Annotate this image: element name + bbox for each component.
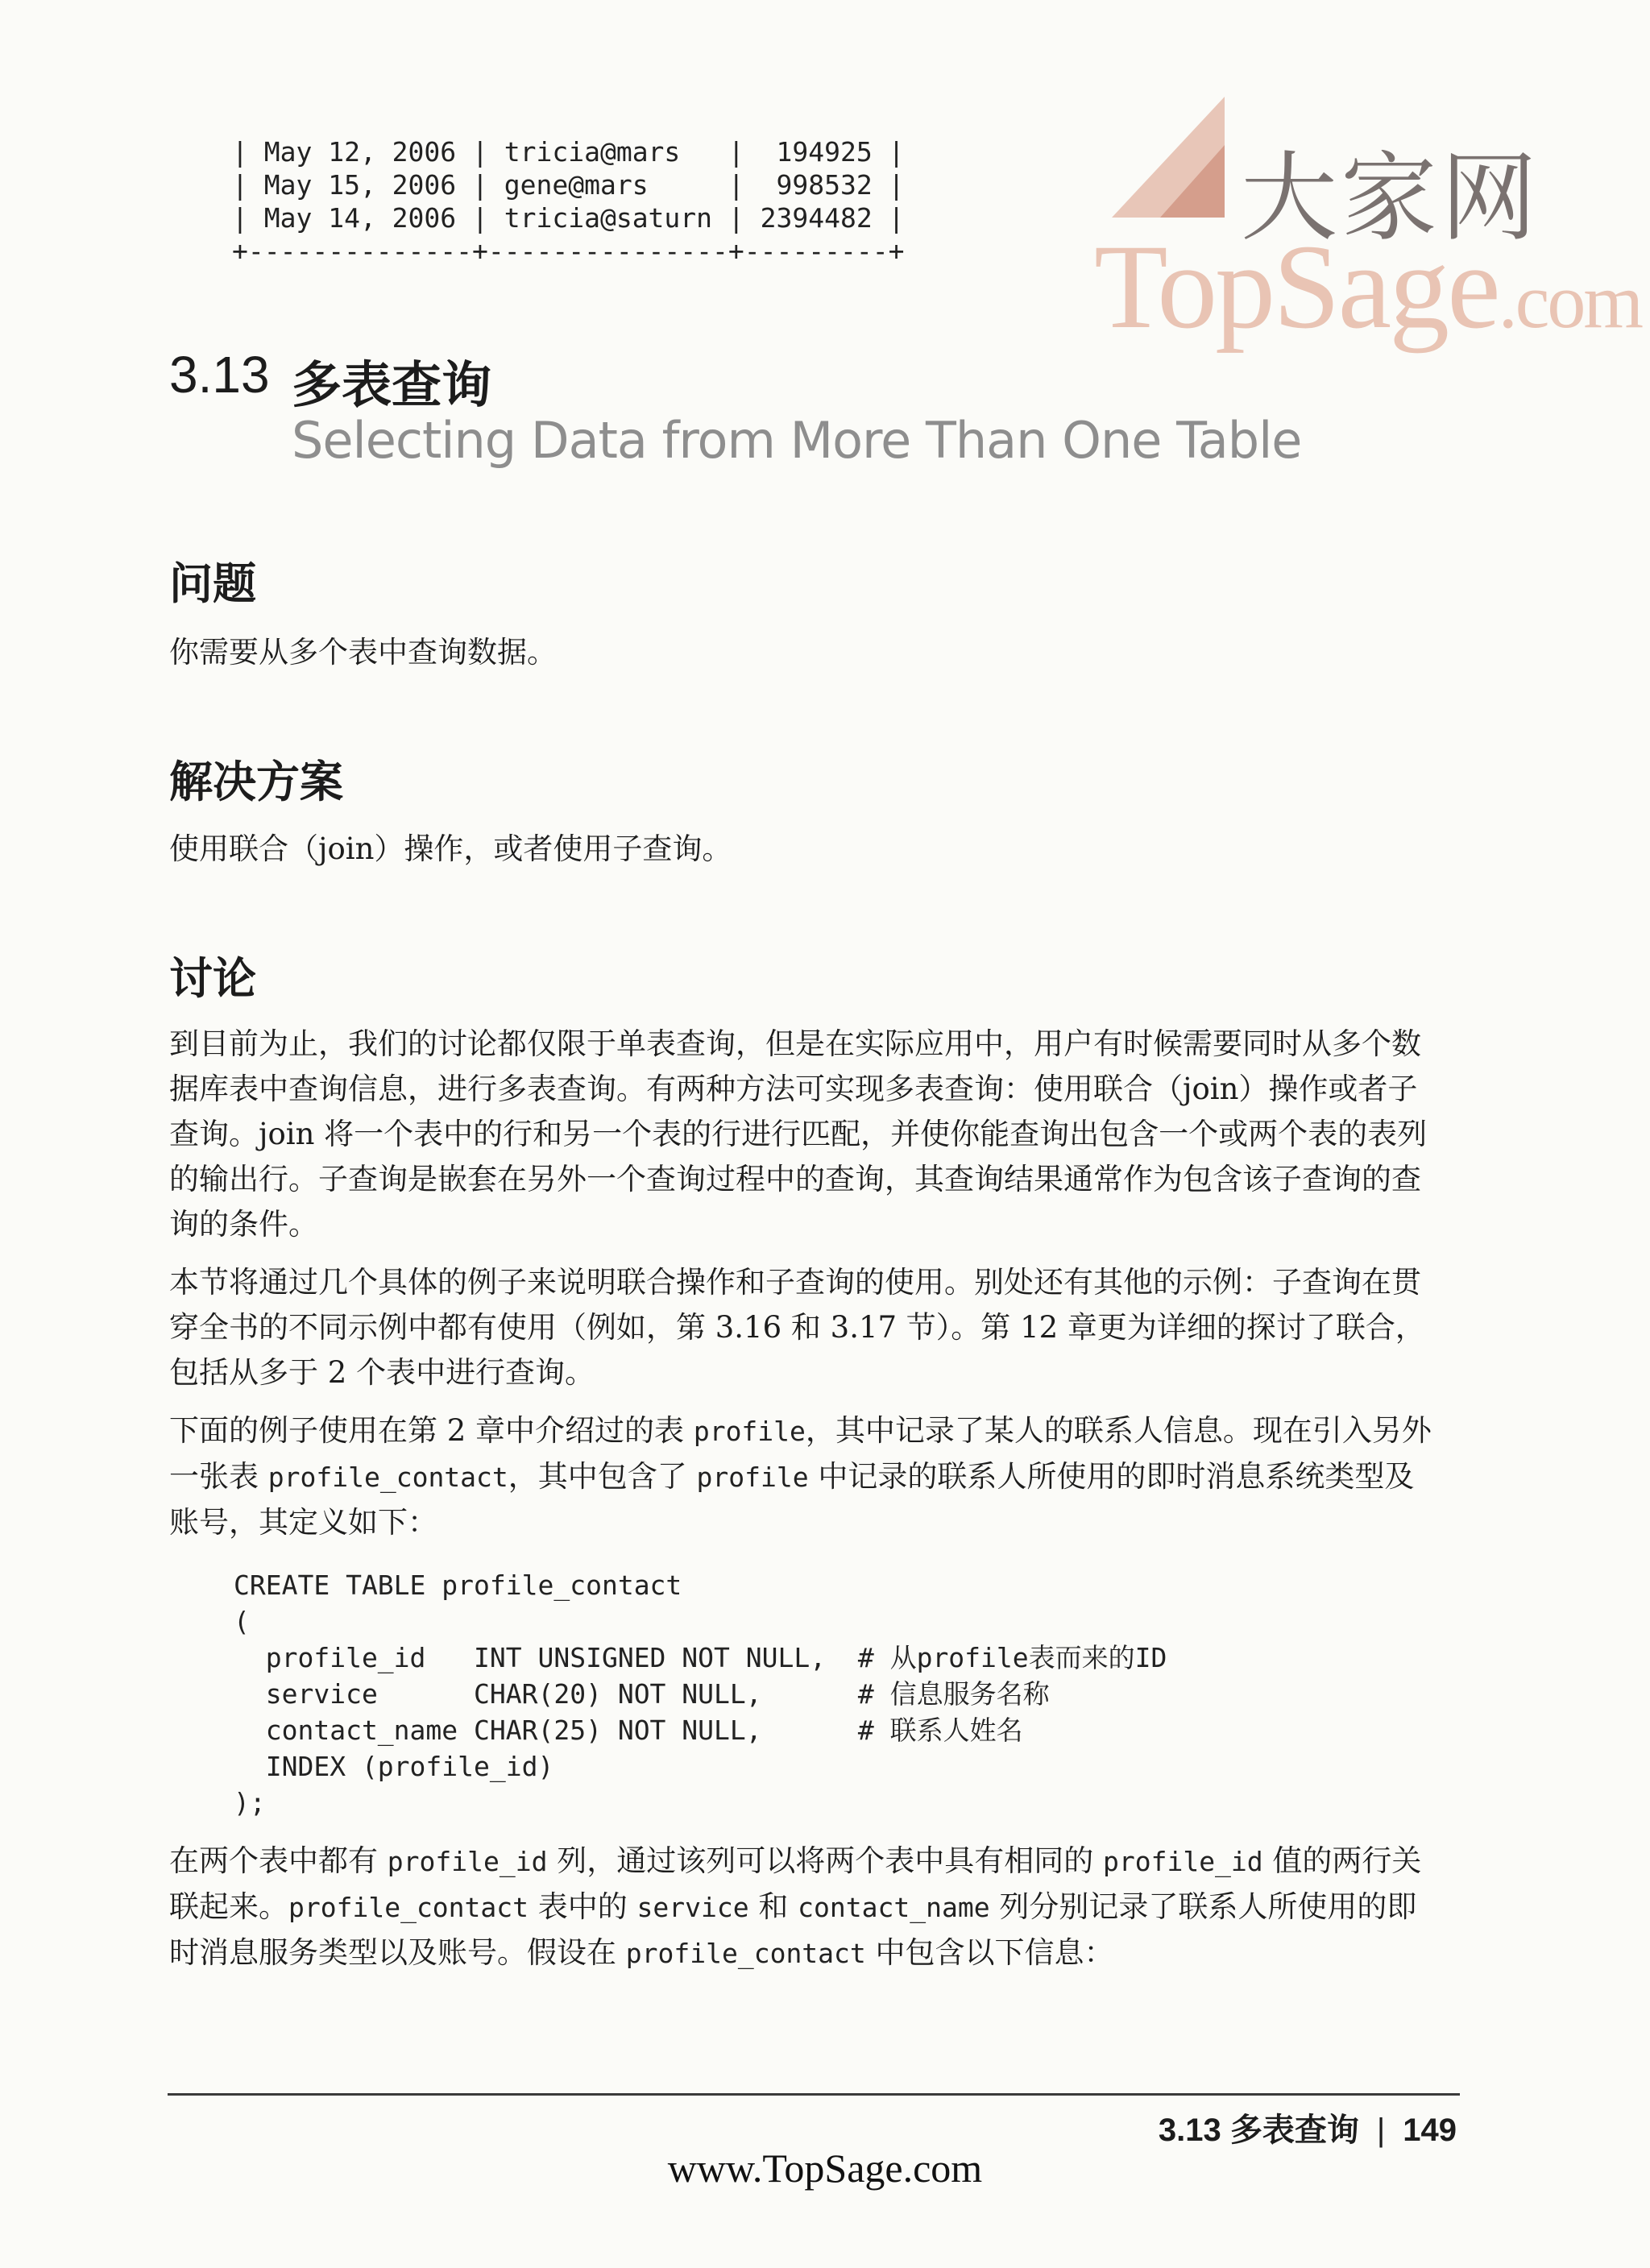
logo-triangle-icon [1104, 89, 1241, 226]
discussion-paragraph-2: 本节将通过几个具体的例子来说明联合操作和子查询的使用。别处还有其他的示例：子查询在贯穿全书的不同示例中都有使用（例如，第 3.16 和 3.17 节）。第 12 章更为详细的探讨了联合，包括从多于 2 个表中进行查询。 [169, 1265, 1425, 1390]
problem-text: 你需要从多个表中查询数据。 [169, 635, 557, 670]
inline-code: service [636, 1892, 749, 1923]
section-title-en: Selecting Data from More Than One Table [292, 411, 1302, 470]
solution-heading: 解决方案 [169, 757, 343, 807]
page-number: 149 [1403, 2113, 1457, 2148]
inline-code: profile_contact [267, 1462, 508, 1493]
footer-rule [168, 2093, 1460, 2096]
inline-code: contact_name [798, 1892, 990, 1923]
inline-code: profile_id [1102, 1846, 1263, 1877]
inline-code: profile [696, 1462, 809, 1493]
inline-code: profile_contact [288, 1892, 529, 1923]
footer-separator: | [1376, 2113, 1386, 2148]
discussion-paragraph-3: 下面的例子使用在第 2 章中介绍过的表 profile，其中记录了某人的联系人信息。现在引入另外一张表 profile_contact，其中包含了 profile 中记录的联系人所使用的即时消息系统类型及账号，其定义如下： [169, 1413, 1432, 1540]
solution-text: 使用联合（join）操作，或者使用子查询。 [169, 831, 732, 866]
create-table-code-block: CREATE TABLE profile_contact ( profile_id INT UNSIGNED NOT NULL, # 从profile表而来的ID service CHAR(20) NOT NULL, # 信息服务名称 contact_name CHAR(25) NOT NULL, # 联系人姓名 INDEX (profile_id) ); [234, 1569, 1167, 1818]
problem-heading: 问题 [169, 558, 256, 609]
section-title-cn: 多表查询 [292, 355, 492, 414]
discussion-body [169, 1022, 1442, 1558]
logo-chinese-text: 大家网 [1241, 143, 1540, 255]
logo-english-text: TopSage.com [1094, 220, 1642, 354]
footer-section: 3.13 多表查询 [1158, 2113, 1359, 2148]
discussion-paragraph-1: 到目前为止，我们的讨论都仅限于单表查询，但是在实际应用中，用户有时候需要同时从多个数据库表中查询信息，进行多表查询。有两种方法可实现多表查询：使用联合（join）操作或者子查询。join 将一个表中的行和另一个表的行进行匹配，并使你能查询出包含一个或两个表的表列的输出行。子查询是嵌套在另外一个查询过程中的查询，其查询结果通常作为包含该子查询的查询的条件。 [169, 1026, 1428, 1242]
query-result-table: | May 12, 2006 | tricia@mars | 194925 | | May 15, 2006 | gene@mars | 998532 | | May 14, 2006 | tricia@saturn | 2394482 | +--------------+---------------+---------+ [232, 136, 905, 267]
section-number: 3.13 [169, 346, 270, 404]
inline-code: profile [693, 1416, 806, 1447]
page-footer [1159, 2104, 1457, 2150]
discussion-paragraph-4: 在两个表中都有 profile_id 列，通过该列可以将两个表中具有相同的 profile_id 值的两行关联起来。profile_contact 表中的 service 和 contact_name 列分别记录了联系人所使用的即时消息服务类型以及账号。假设在 profile_contact 中包含以下信息： [169, 1843, 1422, 1970]
topsage-watermark-logo [1088, 73, 1642, 354]
inline-code: profile_id [387, 1846, 548, 1877]
site-url: www.TopSage.com [667, 2146, 983, 2191]
inline-code: profile_contact [625, 1938, 866, 1969]
discussion-heading: 讨论 [169, 953, 256, 1004]
